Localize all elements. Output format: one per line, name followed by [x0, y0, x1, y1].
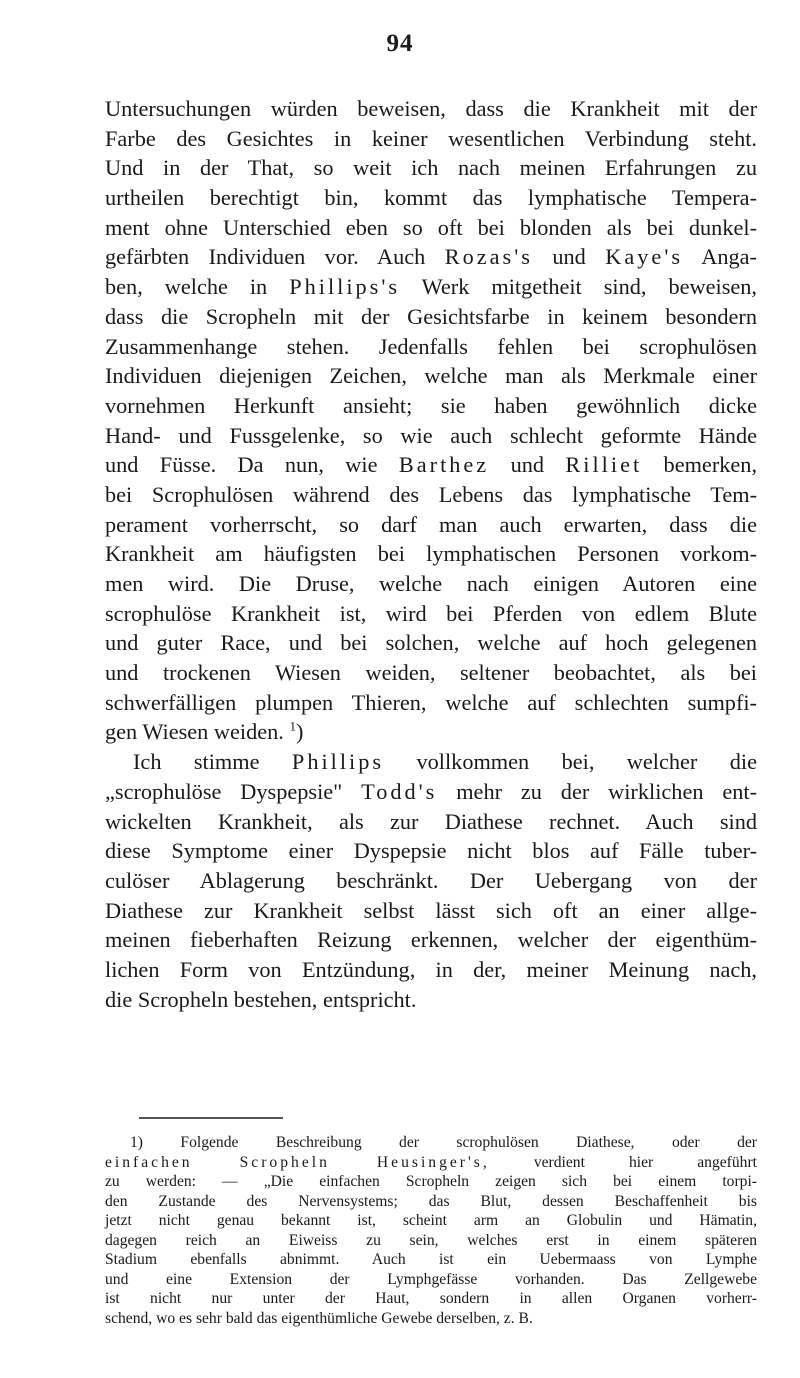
text-segment: verdient hier angeführt	[533, 1153, 757, 1171]
footnote-line: schend, wo es sehr bald das eigenthümliche Gewebe derselben, z. B.	[105, 1309, 533, 1327]
text-line: bei Scrophulösen während des Lebens das lymphatische Tem-	[105, 481, 757, 507]
text-segment: und	[552, 244, 586, 270]
text-line: Hand- und Fussgelenke, so wie auch schlecht geformte Hände	[105, 422, 757, 448]
text-segment: Anga-	[701, 244, 757, 270]
footnote-line: zu werden: — „Die einfachen Scropheln zeigen sich bei einem torpi-	[105, 1173, 757, 1190]
text-segment: )	[295, 719, 304, 745]
text-line: scrophulöse Krankheit ist, wird bei Pferden von edlem Blute	[105, 600, 757, 626]
text-line: lichen Form von Entzündung, in der, meiner Meinung nach,	[105, 956, 757, 982]
text-line: Und in der That, so weit ich nach meinen Erfahrungen zu	[105, 155, 757, 181]
text-line: Diathese zur Krankheit selbst lässt sich oft an einer allge-	[105, 897, 757, 923]
text-segment: mehr zu der wirklichen ent-	[456, 778, 758, 804]
main-text	[105, 94, 757, 1014]
text-line: Farbe des Gesichtes in keiner wesentlichen Verbindung steht.	[105, 125, 757, 151]
footnote-line: dagegen reich an Eiweiss zu sein, welches erst in einem späteren	[105, 1231, 757, 1249]
text-line	[105, 272, 757, 302]
text-line: und trockenen Wiesen weiden, seltener beobachtet, als bei	[105, 660, 757, 686]
author-name: Phillips's	[289, 274, 401, 300]
text-segment: gen Wiesen weiden.	[105, 719, 284, 745]
text-line: culöser Ablagerung beschränkt. Der Uebergang von der	[105, 867, 757, 893]
footnote-line: jetzt nicht genau bekannt ist, scheint arm an Globulin und Hämatin,	[105, 1212, 757, 1229]
page-number: 94	[386, 30, 414, 57]
text-line: schwerfälligen plumpen Thieren, welche auf schlechten sumpfi-	[105, 689, 757, 715]
footnote-line: ist nicht nur unter der Haut, sondern in allen Organen vorherr-	[105, 1290, 757, 1307]
text-line	[105, 242, 757, 272]
text-segment: gefärbten Individuen vor. Auch	[105, 244, 426, 270]
author-name: Kaye's	[605, 244, 684, 270]
author-name: Todd's	[361, 778, 438, 804]
text-line: ment ohne Unterschied eben so oft bei blonden als bei dunkel-	[105, 214, 757, 240]
text-line: Untersuchungen würden beweisen, dass die Krankheit mit der	[105, 96, 757, 121]
text-segment: „scrophulöse Dyspepsie"	[105, 778, 343, 804]
text-line: wickelten Krankheit, als zur Diathese rechnet. Auch sind	[105, 808, 757, 834]
text-line: meinen fieberhaften Reizung erkennen, welcher der eigenthüm-	[105, 927, 757, 953]
text-segment: vollkommen bei, welcher die	[416, 749, 757, 775]
text-segment: Ich stimme	[133, 749, 260, 775]
footnote-divider	[139, 1117, 283, 1119]
text-segment: und Füsse. Da nun, wie	[105, 452, 378, 478]
author-name: Barthez	[398, 452, 490, 478]
text-segment: und	[510, 452, 545, 478]
footnote-marker: 1	[289, 719, 296, 735]
author-name: einfachen Scropheln Heusinger's,	[105, 1153, 490, 1171]
text-line: und guter Race, und bei solchen, welche auf hoch gelegenen	[105, 630, 757, 656]
text-line: Individuen diejenigen Zeichen, welche man als Merkmale einer	[105, 363, 757, 389]
footnote-line: 1) Folgende Beschreibung der scrophulösen Diathese, oder der	[130, 1134, 757, 1151]
text-line	[105, 777, 757, 807]
footnote-line: Stadium ebenfalls abnimmt. Auch ist ein Uebermaass von Lymphe	[105, 1251, 757, 1268]
text-line	[105, 717, 757, 747]
author-name: Rilliet	[565, 452, 643, 478]
text-segment: bemerken,	[663, 452, 758, 478]
author-name: Rozas's	[444, 244, 533, 270]
text-line: die Scropheln bestehen, entspricht.	[105, 986, 417, 1012]
text-line: men wird. Die Druse, welche nach einigen Autoren eine	[105, 571, 757, 596]
text-line: perament vorherrscht, so darf man auch erwarten, dass die	[105, 511, 757, 537]
author-name: Phillips	[291, 749, 385, 775]
text-line: vornehmen Herkunft ansieht; sie haben gewöhnlich dicke	[105, 392, 757, 418]
footnote-line: und eine Extension der Lymphgefässe vorhanden. Das Zellgewebe	[105, 1270, 757, 1288]
text-line	[105, 747, 757, 777]
text-line	[105, 450, 757, 480]
footnote-line: den Zustande des Nervensystems; das Blut, dessen Beschaffenheit bis	[105, 1192, 757, 1210]
footnote-line	[105, 1153, 757, 1173]
text-line: dass die Scropheln mit der Gesichtsfarbe in keinem besondern	[105, 303, 757, 329]
text-line: Krankheit am häufigsten bei lymphatischen Personen vorkom-	[105, 541, 757, 567]
text-segment: Werk mitgetheit sind, beweisen,	[421, 274, 757, 300]
text-segment: ben, welche in	[105, 274, 268, 300]
text-line: Zusammenhange stehen. Jedenfalls fehlen bei scrophulösen	[105, 333, 757, 359]
text-line: diese Symptome einer Dyspepsie nicht blos auf Fälle tuber-	[105, 838, 757, 864]
text-line: urtheilen berechtigt bin, kommt das lymphatische Tempera-	[105, 185, 757, 211]
footnote	[105, 1133, 757, 1328]
